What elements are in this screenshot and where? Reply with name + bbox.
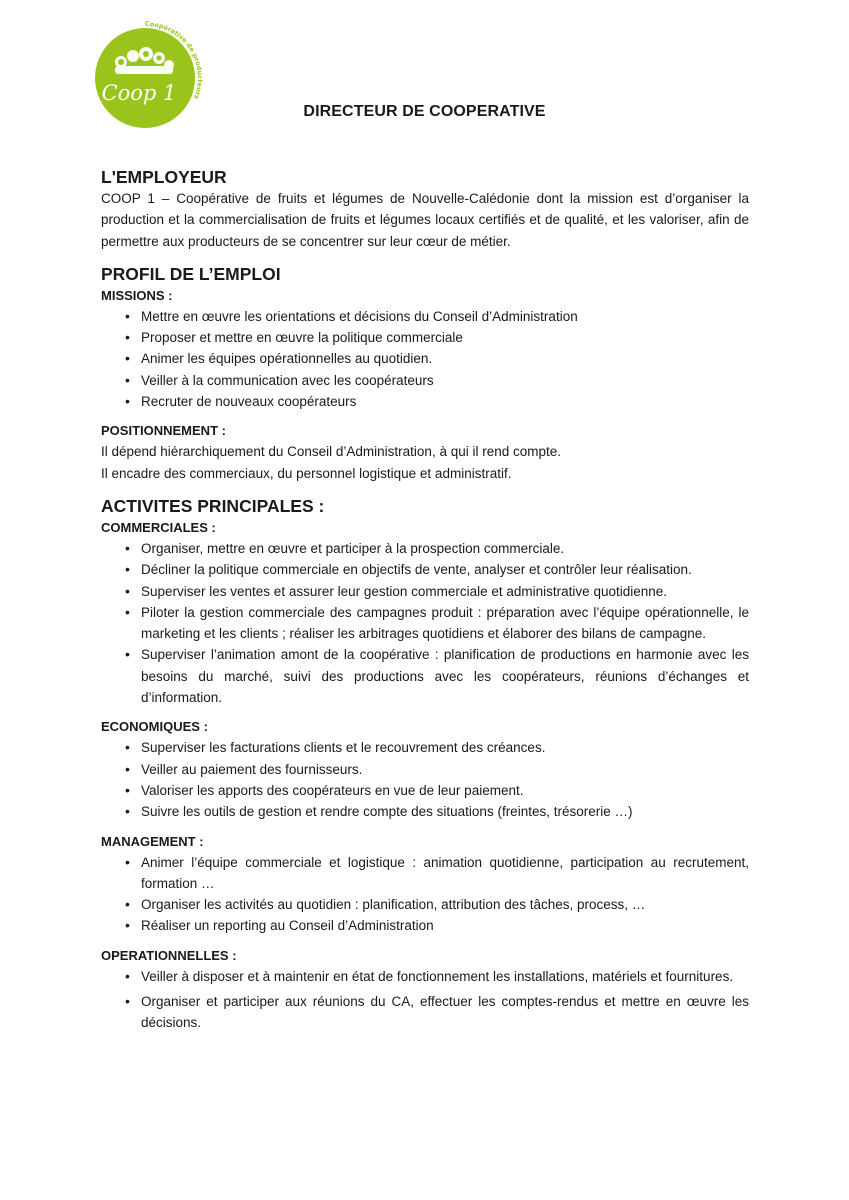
logo-wordmark: Coop 1 bbox=[101, 81, 177, 105]
activities-heading: ACTIVITES PRINCIPALES : bbox=[101, 495, 325, 516]
list-item: • Recruter de nouveaux coopérateurs bbox=[141, 391, 749, 412]
list-item: • Veiller à la communication avec les coopérateurs bbox=[141, 370, 749, 391]
list-item: • Réaliser un reporting au Conseil d’Administration bbox=[141, 915, 749, 936]
list-item: • Organiser les activités au quotidien : planification, attribution des tâches, process, … bbox=[141, 894, 749, 915]
operational-list bbox=[101, 966, 749, 1034]
operational-heading: OPERATIONNELLES : bbox=[101, 947, 237, 963]
employer-heading: L'EMPLOYEUR bbox=[101, 167, 227, 187]
economic-list bbox=[101, 737, 749, 822]
list-item: • Veiller au paiement des fournisseurs. bbox=[141, 759, 749, 780]
commercial-list bbox=[101, 538, 749, 708]
list-item: • Proposer et mettre en œuvre la politique commerciale bbox=[141, 327, 749, 348]
positioning-line-1: Il dépend hiérarchiquement du Conseil d’Administration, à qui il rend compte. bbox=[101, 444, 562, 460]
positioning-heading: POSITIONNEMENT : bbox=[101, 423, 226, 439]
list-item: • Suivre les outils de gestion et rendre compte des situations (freintes, trésorerie …) bbox=[141, 801, 749, 822]
commercial-heading: COMMERCIALES : bbox=[101, 519, 216, 535]
profile-heading: PROFIL DE L’EMPLOI bbox=[101, 263, 281, 284]
list-item: • Décliner la politique commerciale en objectifs de vente, analyser et contrôler leur réalisation. bbox=[141, 559, 749, 580]
list-item: • Superviser les ventes et assurer leur gestion commerciale et administrative quotidienne. bbox=[141, 581, 749, 602]
list-item: • Superviser les facturations clients et le recouvrement des créances. bbox=[141, 737, 749, 758]
document-title: DIRECTEUR DE COOPERATIVE bbox=[303, 103, 546, 120]
document-body bbox=[101, 166, 749, 1034]
management-heading: MANAGEMENT : bbox=[101, 833, 204, 849]
list-item: • Animer l’équipe commerciale et logistique : animation quotidienne, participation au recrutement, formation … bbox=[141, 852, 749, 895]
list-item: • Valoriser les apports des coopérateurs en vue de leur paiement. bbox=[141, 780, 749, 801]
management-list bbox=[101, 852, 749, 937]
list-item: • Organiser et participer aux réunions du CA, effectuer les comptes-rendus et mettre en œuvre les décisions. bbox=[141, 991, 749, 1034]
list-item: • Superviser l’animation amont de la coopérative : planification de productions en harmonie avec les besoins du marché, suivi des productions avec les coopérateurs, réunions d’échanges et d’information. bbox=[141, 644, 749, 708]
logo-arc-text: Coopérative de producteurs bbox=[144, 19, 204, 101]
positioning-line-2: Il encadre des commerciaux, du personnel logistique et administratif. bbox=[101, 465, 512, 481]
economic-heading: ECONOMIQUES : bbox=[101, 719, 208, 735]
list-item: • Mettre en œuvre les orientations et décisions du Conseil d’Administration bbox=[141, 306, 749, 327]
list-item: • Piloter la gestion commerciale des campagnes produit : préparation avec l’équipe opérationnelle, le marketing et les clients ; réaliser les arbitrages quotidiens et élaborer des bilans de campagne. bbox=[141, 602, 749, 645]
list-item: • Veiller à disposer et à maintenir en état de fonctionnement les installations, matériels et fournitures. bbox=[141, 966, 749, 987]
missions-heading: MISSIONS : bbox=[101, 287, 173, 303]
employer-description: COOP 1 – Coopérative de fruits et légumes de Nouvelle-Calédonie dont la mission est d’organiser la production et la commercialisation de fruits et légumes locaux certifiés et de qualité, et les valoriser, afin de permettre aux producteurs de se concentrer sur leur cœur de métier. bbox=[101, 191, 749, 249]
missions-list bbox=[101, 306, 749, 412]
list-item: • Organiser, mettre en œuvre et participer à la prospection commerciale. bbox=[141, 538, 749, 559]
list-item: • Animer les équipes opérationnelles au quotidien. bbox=[141, 348, 749, 369]
